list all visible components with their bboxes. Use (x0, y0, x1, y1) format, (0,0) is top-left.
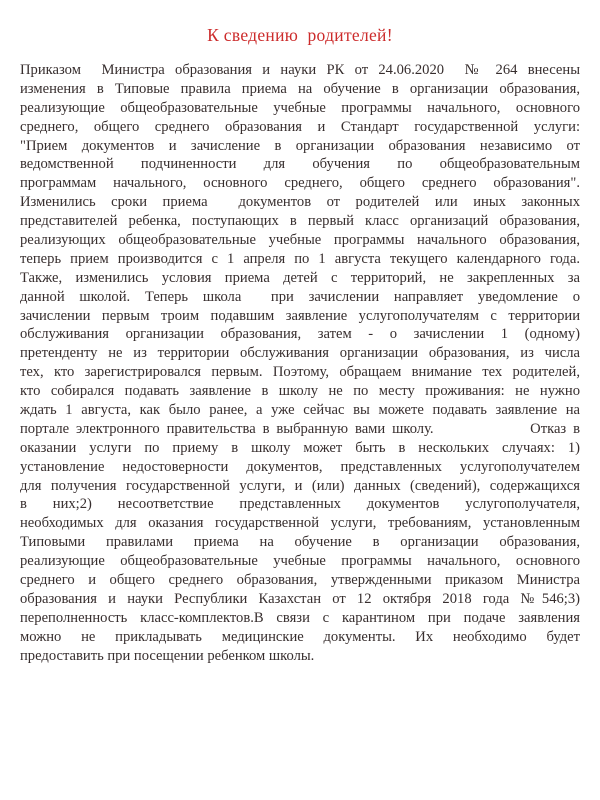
body-text-line: обслуживания организации образования, затем - о зачислении 1 (одному) (20, 326, 580, 343)
notice-body (20, 61, 580, 666)
body-text-line: Также, изменились условия приема детей с территорий, не закрепленных за (20, 269, 580, 286)
body-text-line: в них;2) несоответствие представленных документов услугополучателя, (20, 496, 580, 513)
body-text-line: Приказом Министра образования и науки РК от 24.06.2020 № 264 внесены (20, 62, 580, 78)
body-text-line: ждать 1 августа, как было ранее, а уже сейчас вы можете подавать заявление на (20, 402, 580, 419)
body-text-line: можно не прикладывать медицинские документы. Их необходимо будет (20, 628, 580, 645)
body-text-line: переполненность класс-комплектов.В связи с карантином при подаче заявления (20, 609, 580, 626)
body-text-line: программам начального, основного среднего, общего среднего образования". (20, 175, 580, 192)
body-text-line: установление недостоверности документов, представленных услугополучателем (20, 458, 580, 475)
body-text-line: изменения в Типовые правила приема на обучение в организации образования, (20, 80, 580, 97)
body-text-line: реализующие общеобразовательные учебные программы начального, основного (20, 553, 580, 570)
body-text-line: представителей ребенка, поступающих в первый класс организаций образования, (20, 213, 580, 230)
body-text-line: реализующие общеобразовательные учебные программы начального, основного (20, 99, 580, 116)
body-text-line: образования и науки Республики Казахстан от 12 октября 2018 года №546;3) (20, 590, 580, 607)
body-text-line: для получения государственной услуги, и (или) данных (сведений), содержащихся (20, 477, 580, 494)
document-title: К сведению родителей! (207, 25, 393, 45)
body-text-line: зачислении первым троим подавшим заявление услугополучателям с территории (20, 307, 580, 324)
body-text-line: претенденту не из территории обслуживания организации образования, из числа (20, 345, 580, 362)
body-text-line: оказании услуги по приему в школу может быть в нескольких случаях: 1) (20, 439, 580, 456)
body-text-line: данной школой. Теперь школа при зачислении направляет уведомление о (20, 288, 580, 305)
body-text-line: "Прием документов и зачисление в организации образования независимо от (20, 137, 580, 154)
body-text-line: ведомственной подчиненности для обучения по общеобразовательным (20, 156, 580, 173)
body-text-line: портале электронного правительства в выбранную вами школу. Отказ в (20, 420, 580, 437)
body-text-line: необходимых для оказания государственной услуги, требованиям, установленным (20, 515, 580, 532)
body-text-line: кто собирался подавать заявление в школу не по месту проживания: не нужно (20, 383, 580, 400)
body-text-line: тех, кто зарегистрировался первым. Поэтому, обращаем внимание тех родителей, (20, 364, 580, 381)
body-text-line: теперь прием производится с 1 апреля по 1 августа текущего календарного года. (20, 250, 580, 267)
body-text-line: реализующих общеобразовательные учебные программы начального образования, (20, 232, 580, 249)
body-text-line: Типовыми правилами приема на обучение в организации образования, (20, 534, 580, 551)
body-text-line: среднего и общего среднего образования, утвержденными приказом Министра (20, 572, 580, 589)
body-text-line: среднего, общего среднего образования и Стандарт государственной услуги: (20, 118, 580, 135)
body-text-line: Изменились сроки приема документов от родителей или иных законных (20, 194, 580, 211)
body-text-line: предоставить при посещении ребенком школы. (20, 647, 315, 664)
